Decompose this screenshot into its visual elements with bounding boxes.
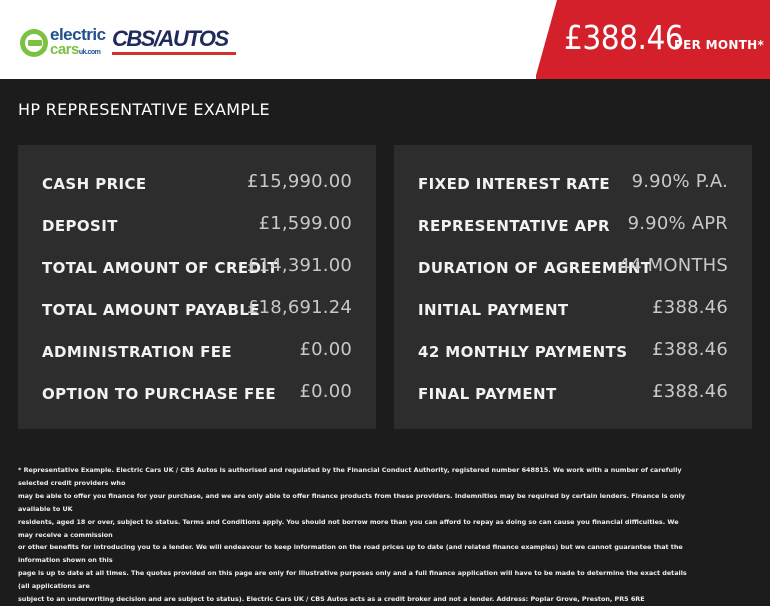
row-value: £1,599.00: [258, 213, 352, 234]
cbs-autos-logo[interactable]: [112, 28, 238, 52]
row-value: £388.46: [652, 381, 728, 402]
row-value: 44 MONTHS: [618, 255, 728, 276]
logo-electric-text: electric: [50, 25, 106, 44]
row-label: 42 MONTHLY PAYMENTS: [418, 343, 628, 361]
section-title: HP REPRESENTATIVE EXAMPLE: [18, 100, 270, 119]
row-label: REPRESENTATIVE APR: [418, 217, 610, 235]
footnote-line: or other benefits for introducing you to a lender. We will endeavour to keep information on the road prices up to date (and related finance examples) but we cannot guarantee that the information shown on this: [18, 543, 683, 565]
row-value: £388.46: [652, 297, 728, 318]
plug-icon: [20, 29, 48, 57]
logo-domain: uk.com: [78, 49, 101, 56]
legal-footnote: [18, 464, 694, 606]
row-value: £0.00: [299, 339, 352, 360]
monthly-price: £388.46: [564, 18, 684, 57]
per-month-label: PER MONTH*: [674, 38, 765, 52]
row-monthly-payments: [394, 313, 752, 361]
row-total-credit: [18, 229, 376, 277]
logo-cars-text: carsuk.com: [50, 41, 101, 58]
logo-underline: [112, 52, 236, 55]
row-label: ADMINISTRATION FEE: [42, 343, 233, 361]
row-total-payable: [18, 271, 376, 319]
row-value: £388.46: [652, 339, 728, 360]
row-label: INITIAL PAYMENT: [418, 301, 569, 319]
row-apr: [394, 187, 752, 235]
row-value: 9.90% P.A.: [631, 171, 728, 192]
row-label: OPTION TO PURCHASE FEE: [42, 385, 276, 403]
row-initial-payment: [394, 271, 752, 319]
finance-panel-left: [18, 145, 376, 429]
row-value: £0.00: [299, 381, 352, 402]
row-final-payment: [394, 355, 752, 403]
row-option-fee: [18, 355, 376, 403]
footnote-line: may be able to offer you finance for your purchase, and we are only able to offer finance products from these providers. Indemnities may be required by certain lenders. Finance is only available to UK: [18, 491, 686, 513]
row-label: FINAL PAYMENT: [418, 385, 557, 403]
row-value: £15,990.00: [246, 171, 352, 192]
row-value: £14,391.00: [246, 255, 352, 276]
row-label: DEPOSIT: [42, 217, 118, 235]
row-label: TOTAL AMOUNT OF CREDIT: [42, 259, 279, 277]
footnote-line: page is up to date at all times. The quotes provided on this page are only for illustrative purposes only and a full finance application will have to be made to determine the exact details (all applications are: [18, 569, 687, 591]
row-value: £18,691.24: [246, 297, 352, 318]
row-cash-price: [18, 145, 376, 193]
logo-cbs-text: CBS/AUTOS: [112, 26, 228, 51]
row-duration: [394, 229, 752, 277]
row-admin-fee: [18, 313, 376, 361]
finance-panel-right: [394, 145, 752, 429]
row-label: DURATION OF AGREEMENT: [418, 259, 652, 277]
row-interest-rate: [394, 145, 752, 193]
row-label: TOTAL AMOUNT PAYABLE: [42, 301, 260, 319]
row-label: FIXED INTEREST RATE: [418, 175, 611, 193]
row-label: CASH PRICE: [42, 175, 147, 193]
electric-cars-logo[interactable]: [20, 26, 110, 58]
footnote-line: residents, aged 18 or over, subject to status. Terms and Conditions apply. You should not borrow more than you can afford to repay as doing so can cause you financial difficulties. We may receive a commission: [18, 517, 679, 539]
footnote-line: subject to an underwriting decision and are subject to status). Electric Cars UK / CBS Autos acts as a credit broker and not a lender. Address: Poplar Grove, Preston, PR5 6RE: [18, 595, 645, 604]
row-value: 9.90% APR: [627, 213, 728, 234]
row-deposit: [18, 187, 376, 235]
footnote-line: * Representative Example. Electric Cars UK / CBS Autos is authorised and regulated by the Financial Conduct Authority, registered number 648815. We work with a number of carefully selected credit providers who: [18, 466, 682, 487]
